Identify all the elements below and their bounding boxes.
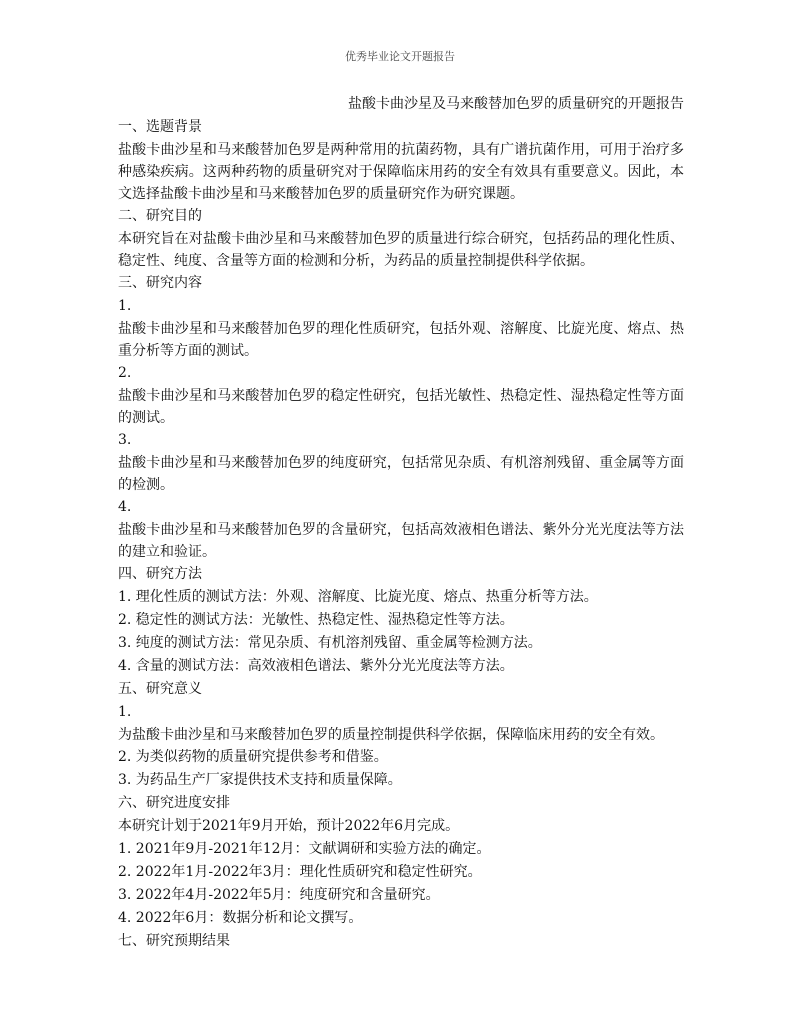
section-heading-expected-results: 七、研究预期结果 bbox=[118, 933, 230, 949]
significance-item: 2. 为类似药物的质量研究提供参考和借鉴。 bbox=[118, 749, 388, 765]
purpose-paragraph: 本研究旨在对盐酸卡曲沙星和马来酸替加色罗的质量进行综合研究，包括药品的理化性质、稳定性、纯度、含量等方面的检测和分析，为药品的质量控制提供科学依据。 bbox=[118, 231, 684, 269]
schedule-item: 2. 2022年1月-2022年3月：理化性质研究和稳定性研究。 bbox=[118, 864, 482, 880]
content-item-number: 4. bbox=[118, 499, 132, 515]
section-heading-significance: 五、研究意义 bbox=[118, 681, 202, 697]
schedule-item: 1. 2021年9月-2021年12月：文献调研和实验方法的确定。 bbox=[118, 841, 491, 857]
method-item: 3. 纯度的测试方法：常见杂质、有机溶剂残留、重金属等检测方法。 bbox=[118, 635, 542, 651]
page-header: 优秀毕业论文开题报告 bbox=[345, 50, 455, 63]
document-title: 盐酸卡曲沙星及马来酸替加色罗的质量研究的开题报告 bbox=[348, 96, 684, 112]
method-item: 2. 稳定性的测试方法：光敏性、热稳定性、湿热稳定性等方法。 bbox=[118, 612, 514, 628]
content-item-text: 盐酸卡曲沙星和马来酸替加色罗的含量研究，包括高效液相色谱法、紫外分光光度法等方法的建立和验证。 bbox=[118, 522, 684, 560]
content-item-text: 盐酸卡曲沙星和马来酸替加色罗的稳定性研究，包括光敏性、热稳定性、湿热稳定性等方面的测试。 bbox=[118, 388, 684, 426]
section-heading-background: 一、选题背景 bbox=[118, 119, 202, 135]
schedule-item: 3. 2022年4月-2022年5月：纯度研究和含量研究。 bbox=[118, 887, 440, 903]
significance-item-number: 1. bbox=[118, 704, 132, 720]
method-item: 4. 含量的测试方法：高效液相色谱法、紫外分光光度法等方法。 bbox=[118, 658, 514, 674]
section-heading-schedule: 六、研究进度安排 bbox=[118, 795, 230, 811]
schedule-intro: 本研究计划于2021年9月开始，预计2022年6月完成。 bbox=[118, 818, 460, 834]
content-item-number: 3. bbox=[118, 432, 132, 448]
content-item-number: 2. bbox=[118, 365, 132, 381]
significance-item: 3. 为药品生产厂家提供技术支持和质量保障。 bbox=[118, 772, 402, 788]
content-item-text: 盐酸卡曲沙星和马来酸替加色罗的理化性质研究，包括外观、溶解度、比旋光度、熔点、热重分析等方面的测试。 bbox=[118, 321, 684, 359]
schedule-item: 4. 2022年6月：数据分析和论文撰写。 bbox=[118, 910, 363, 926]
background-paragraph: 盐酸卡曲沙星和马来酸替加色罗是两种常用的抗菌药物，具有广谱抗菌作用，可用于治疗多种感染疾病。这两种药物的质量研究对于保障临床用药的安全有效具有重要意义。因此，本文选择盐酸卡曲沙星和马来酸替加色罗的质量研究作为研究课题。 bbox=[118, 142, 684, 202]
content-item-number: 1. bbox=[118, 298, 132, 314]
section-heading-purpose: 二、研究目的 bbox=[118, 208, 202, 224]
section-heading-content: 三、研究内容 bbox=[118, 275, 202, 291]
document-body bbox=[118, 92, 684, 953]
significance-item-text: 为盐酸卡曲沙星和马来酸替加色罗的质量控制提供科学依据，保障临床用药的安全有效。 bbox=[118, 727, 664, 743]
content-item-text: 盐酸卡曲沙星和马来酸替加色罗的纯度研究，包括常见杂质、有机溶剂残留、重金属等方面的检测。 bbox=[118, 455, 684, 493]
method-item: 1. 理化性质的测试方法：外观、溶解度、比旋光度、熔点、热重分析等方法。 bbox=[118, 589, 598, 605]
section-heading-methods: 四、研究方法 bbox=[118, 566, 202, 582]
